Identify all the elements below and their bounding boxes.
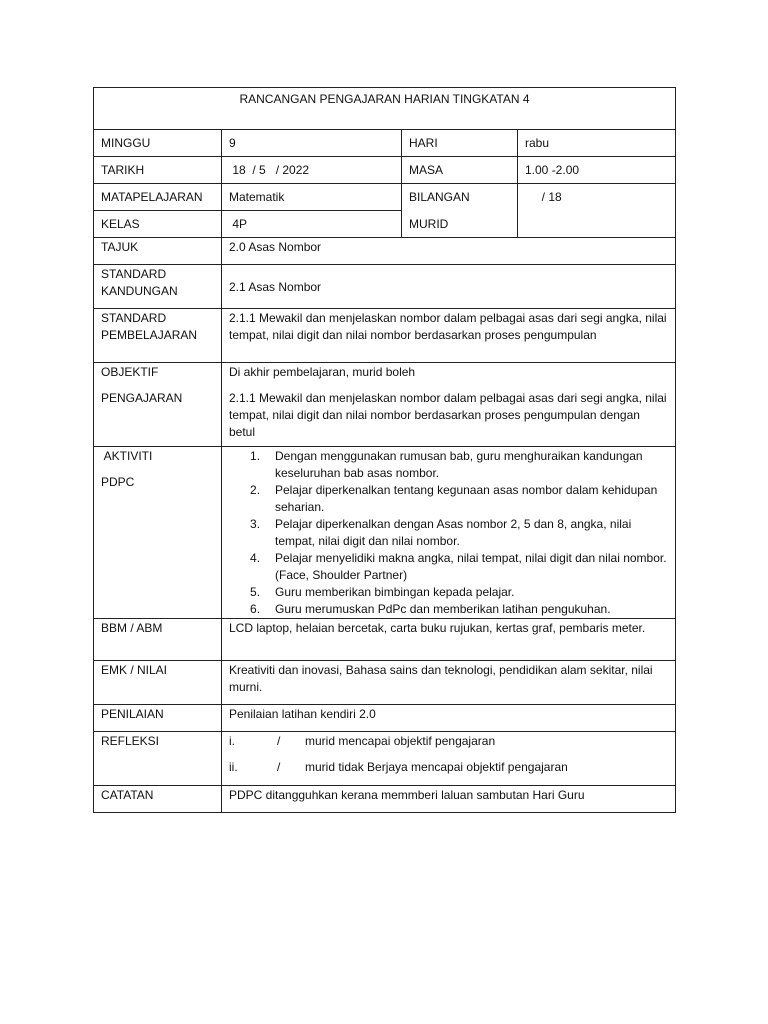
hari-label: HARI [402, 130, 518, 157]
document-title: RANCANGAN PENGAJARAN HARIAN TINGKATAN 4 [94, 88, 676, 130]
minggu-row [94, 130, 676, 157]
bilangan-value: / 18 [525, 190, 562, 204]
bilangan-murid-value [518, 184, 676, 238]
activity-item: Dengan menggunakan rumusan bab, guru menghuraikan kandungan keseluruhan bab asas nombor. [275, 449, 643, 480]
objektif-label-1: OBJEKTIF [101, 365, 159, 379]
aktiviti-label-2: PDPC [101, 475, 135, 489]
kelas-label: KELAS [94, 211, 222, 238]
activity-item: Guru merumuskan PdPc dan memberikan latihan pengukuhan. [275, 602, 611, 616]
masa-label: MASA [402, 157, 518, 184]
catatan-row [94, 786, 676, 813]
matapelajaran-row [94, 184, 676, 211]
tajuk-value: 2.0 Asas Nombor [222, 238, 676, 265]
kelas-text: 4P [229, 217, 248, 231]
bilangan-murid-label [402, 184, 518, 238]
catatan-value: PDPC ditangguhkan kerana memmberi laluan sambutan Hari Guru [222, 786, 676, 813]
lesson-plan-table [93, 87, 676, 813]
refleksi-line [229, 733, 668, 750]
refleksi-slash: / [277, 760, 281, 774]
aktiviti-label [94, 447, 222, 619]
tarikh-label: TARIKH [94, 157, 222, 184]
title-row [94, 88, 676, 130]
tarikh-value [222, 157, 402, 184]
objektif-label [94, 363, 222, 447]
matapelajaran-value: Matematik [222, 184, 402, 211]
refleksi-value [222, 732, 676, 786]
standard-pembelajaran-row [94, 309, 676, 363]
refleksi-number: i. [229, 734, 235, 748]
standard-kandungan-label-2: KANDUNGAN [101, 284, 178, 298]
minggu-label: MINGGU [94, 130, 222, 157]
standard-pembelajaran-label-2: PEMBELAJARAN [101, 328, 198, 342]
objektif-value [222, 363, 676, 447]
refleksi-slash: / [277, 734, 281, 748]
refleksi-number: ii. [229, 760, 238, 774]
objektif-row [94, 363, 676, 447]
activity-item: Guru memberikan bimbingan kepada pelajar. [275, 585, 515, 599]
matapelajaran-label: MATAPELAJARAN [94, 184, 222, 211]
objektif-text: 2.1.1 Mewakil dan menjelaskan nombor dalam pelbagai asas dari segi angka, nilai tempat, nilai digit dan nilai nombor berdasarkan proses pengumpulan dengan betul [229, 391, 667, 439]
penilaian-row [94, 705, 676, 732]
tajuk-row [94, 238, 676, 265]
standard-pembelajaran-value: 2.1.1 Mewakil dan menjelaskan nombor dalam pelbagai asas dari segi angka, nilai tempat, nilai digit dan nilai nombor berdasarkan proses pengumpulan [222, 309, 676, 363]
kelas-value [222, 211, 402, 238]
tarikh-row [94, 157, 676, 184]
refleksi-row [94, 732, 676, 786]
catatan-label: CATATAN [94, 786, 222, 813]
activity-item: Pelajar diperkenalkan dengan Asas nombor 2, 5 dan 8, angka, nilai tempat, nilai digit dan nilai nombor. [275, 517, 632, 548]
bbm-row [94, 619, 676, 661]
penilaian-value: Penilaian latihan kendiri 2.0 [222, 705, 676, 732]
refleksi-line [229, 759, 668, 776]
tarikh-text: 18 / 5 / 2022 [229, 163, 310, 177]
murid-label: MURID [409, 217, 449, 231]
aktiviti-label-1: AKTIVITI [101, 449, 153, 463]
standard-kandungan-label [94, 265, 222, 309]
emk-value: Kreativiti dan inovasi, Bahasa sains dan teknologi, pendidikan alam sekitar, nilai murni. [222, 661, 676, 705]
bbm-value: LCD laptop, helaian bercetak, carta buku rujukan, kertas graf, pembaris meter. [222, 619, 676, 661]
standard-kandungan-value: 2.1 Asas Nombor [222, 265, 676, 309]
emk-label: EMK / NILAI [94, 661, 222, 705]
minggu-value: 9 [222, 130, 402, 157]
penilaian-label: PENILAIAN [94, 705, 222, 732]
bbm-label: BBM / ABM [94, 619, 222, 661]
activity-item: Pelajar diperkenalkan tentang kegunaan asas nombor dalam kehidupan seharian. [275, 483, 658, 514]
standard-kandungan-row [94, 265, 676, 309]
activity-item: Pelajar menyelidiki makna angka, nilai tempat, nilai digit dan nilai nombor. (Face, Shoulder Partner) [275, 551, 667, 582]
objektif-intro: Di akhir pembelajaran, murid boleh [229, 365, 416, 379]
aktiviti-value [222, 447, 676, 619]
refleksi-text: murid mencapai objektif pengajaran [305, 734, 496, 748]
standard-pembelajaran-label-1: STANDARD [101, 311, 167, 325]
refleksi-label: REFLEKSI [94, 732, 222, 786]
standard-pembelajaran-label [94, 309, 222, 363]
tajuk-label: TAJUK [94, 238, 222, 265]
aktiviti-row [94, 447, 676, 619]
bilangan-label: BILANGAN [409, 190, 470, 204]
objektif-label-2: PENGAJARAN [101, 391, 183, 405]
emk-row [94, 661, 676, 705]
activity-list [229, 448, 668, 618]
masa-value: 1.00 -2.00 [518, 157, 676, 184]
refleksi-text: murid tidak Berjaya mencapai objektif pengajaran [305, 760, 568, 774]
standard-kandungan-label-1: STANDARD [101, 267, 167, 281]
hari-value: rabu [518, 130, 676, 157]
